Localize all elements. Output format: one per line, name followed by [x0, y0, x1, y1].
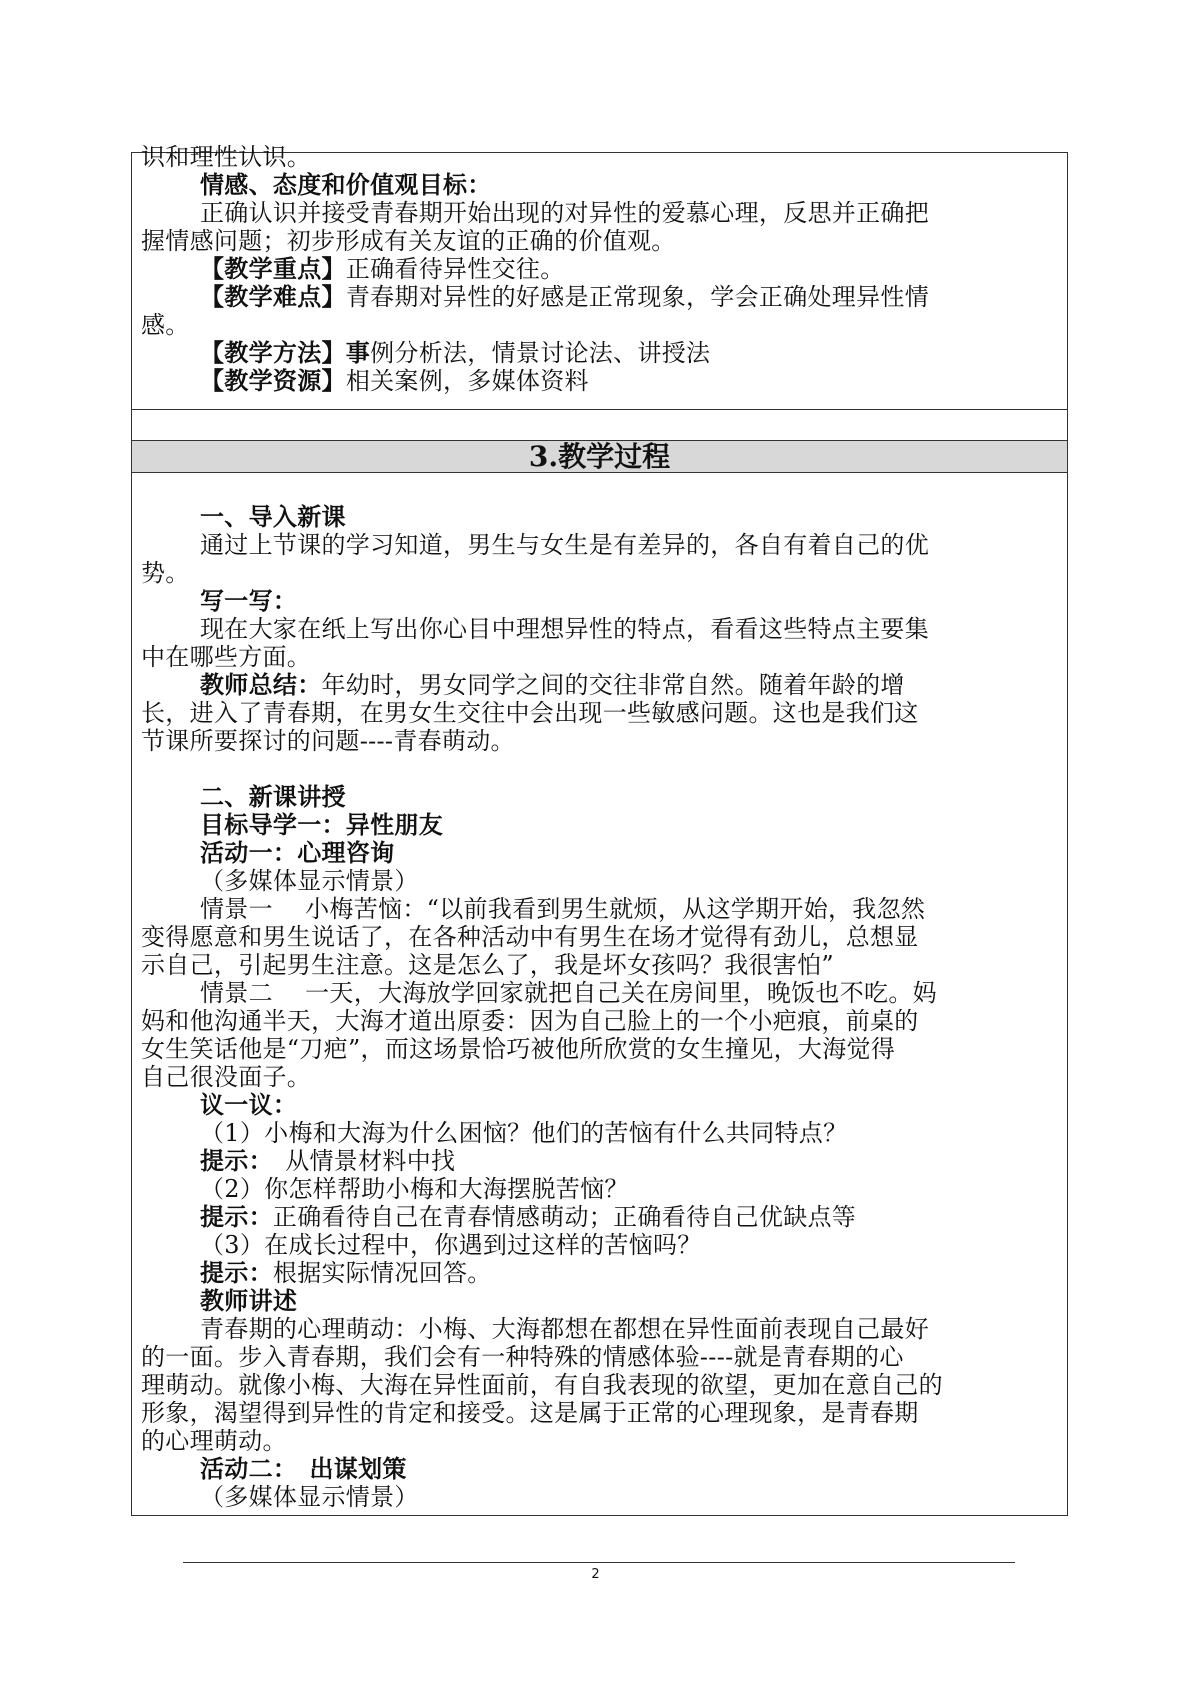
focus-label: 【教学重点】	[200, 254, 346, 283]
footer-divider	[183, 1562, 1015, 1563]
summary-label: 教师总结：	[200, 670, 322, 699]
text-line: 的心理萌动。	[141, 1427, 287, 1455]
text-line: 节课所要探讨的问题----青春萌动。	[141, 727, 515, 755]
text-line: 理萌动。就像小梅、大海在异性面前，有自我表现的欲望，更加在意自己的	[141, 1371, 943, 1399]
write-heading: 写一写：	[200, 586, 298, 615]
text-line: 势。	[141, 559, 190, 587]
question-1: （1）小梅和大海为什么困恼？他们的苦恼有什么共同特点？	[200, 1119, 848, 1147]
text-line: 妈和他沟通半天，大海才道出原委：因为自己脸上的一个小疤痕，前桌的	[141, 1007, 919, 1035]
text-line: 情景一 小梅苦恼：“以前我看到男生就烦，从这学期开始，我忽然	[200, 895, 926, 923]
activity2-heading: 活动二： 出谋划策	[200, 1454, 407, 1483]
summary-text: 年幼时，男女同学之间的交往非常自然。随着年龄的增	[321, 671, 905, 699]
text-line: 形象，渴望得到异性的肯定和接受。这是属于正常的心理现象，是青春期	[141, 1399, 919, 1427]
difficulty-label: 【教学难点】	[200, 282, 346, 311]
hint-2	[200, 1203, 1058, 1231]
new-lesson-heading: 二、新课讲授	[200, 782, 346, 811]
discuss-heading: 议一议：	[200, 1090, 298, 1119]
text-line: 识和理性认识。	[141, 143, 312, 171]
hint-label: 提示：	[200, 1202, 273, 1231]
hint-label: 提示：	[200, 1146, 261, 1175]
text-line: 感。	[141, 311, 190, 339]
resources-label: 【教学资源】	[200, 366, 346, 395]
method-text: 例分析法，情景讨论法、讲授法	[370, 339, 711, 367]
teacher-narration-heading: 教师讲述	[200, 1286, 298, 1315]
text-line: 青春期的心理萌动：小梅、大海都想在都想在异性面前表现自己最好	[200, 1315, 929, 1343]
text-line: 现在大家在纸上写出你心目中理想异性的特点，看看这些特点主要集	[200, 615, 929, 643]
text-line: （多媒体显示情景）	[200, 867, 419, 895]
text-line: 情景二 一天，大海放学回家就把自己关在房间里，晚饭也不吃。妈	[200, 979, 937, 1007]
teaching-method	[200, 339, 1058, 367]
text-line: 变得愿意和男生说话了，在各种活动中有男生在场才觉得有劲儿，总想显	[141, 923, 919, 951]
text-line: 示自己，引起男生注意。这是怎么了，我是坏女孩吗？我很害怕”	[141, 951, 834, 979]
hint-text: 从情景材料中找	[260, 1147, 456, 1175]
hint-text: 正确看待自己在青春情感萌动；正确看待自己优缺点等	[272, 1203, 857, 1231]
text-line: （多媒体显示情景）	[200, 1483, 419, 1511]
hint-text: 根据实际情况回答。	[272, 1259, 492, 1287]
hint-1	[200, 1147, 1058, 1175]
question-3: （3）在成长过程中，你遇到过这样的苦恼吗？	[200, 1231, 702, 1259]
emotion-goal-heading: 情感、态度和价值观目标：	[200, 170, 492, 199]
difficulty-text: 青春期对异性的好感是正常现象，学会正确处理异性情	[345, 283, 930, 311]
focus-text: 正确看待异性交往。	[345, 255, 565, 283]
method-label: 【教学方法】事	[200, 338, 371, 367]
text-line: 自己很没面子。	[141, 1063, 312, 1091]
text-line: 握情感问题；初步形成有关友谊的正确的价值观。	[141, 227, 676, 255]
text-line: 通过上节课的学习知道，男生与女生是有差异的，各自有着自己的优	[200, 531, 929, 559]
question-2: （2）你怎样帮助小梅和大海摆脱苦恼？	[200, 1175, 629, 1203]
empty-row	[131, 409, 1068, 440]
text-line: 女生笑话他是“刀疤”，而这场景恰巧被他所欣赏的女生撞见，大海觉得	[141, 1035, 896, 1063]
goal-heading: 目标导学一：异性朋友	[200, 810, 443, 839]
teaching-resources	[200, 367, 1058, 395]
text-line: 中在哪些方面。	[141, 643, 312, 671]
text-line: 长，进入了青春期，在男女生交往中会出现一些敏感问题。这也是我们这	[141, 699, 919, 727]
hint-label: 提示：	[200, 1258, 273, 1287]
section-header-teaching-process	[131, 440, 1068, 473]
page-number: 2	[591, 1567, 600, 1582]
text-line: 正确认识并接受青春期开始出现的对异性的爱慕心理，反思并正确把	[200, 199, 929, 227]
activity1-heading: 活动一：心理咨询	[200, 838, 395, 867]
teaching-difficulty	[200, 283, 1058, 311]
intro-heading: 一、导入新课	[200, 502, 346, 531]
text-line: 的一面。步入青春期，我们会有一种特殊的情感体验----就是青春期的心	[141, 1343, 904, 1371]
teacher-summary	[200, 671, 1058, 699]
resources-text: 相关案例，多媒体资料	[345, 367, 589, 395]
hint-3	[200, 1259, 1058, 1287]
teaching-focus	[200, 255, 1058, 283]
section-title: 3.教学过程	[528, 440, 671, 473]
